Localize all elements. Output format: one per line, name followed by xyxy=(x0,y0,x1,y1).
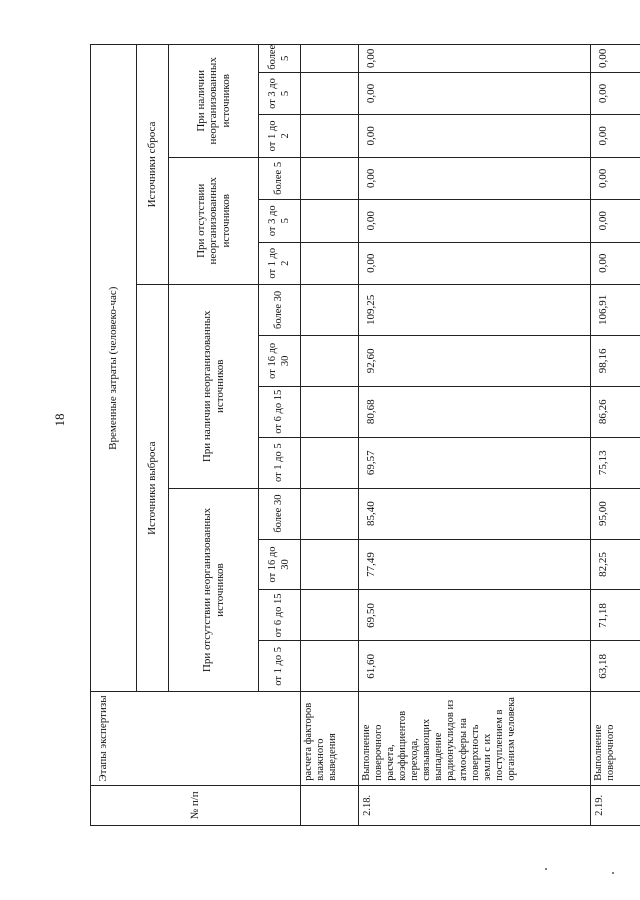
range-emission-3: от 16 до 30 xyxy=(259,539,301,590)
table-row xyxy=(301,45,359,826)
cell xyxy=(301,72,359,114)
row-num xyxy=(301,785,359,825)
cell xyxy=(301,115,359,157)
cell: 0,00 xyxy=(359,115,591,157)
range-discharge-4: от 1 до 2 xyxy=(259,115,301,157)
cell: 71,18 xyxy=(591,590,640,641)
page-number: 18 xyxy=(52,413,67,427)
cell xyxy=(301,242,359,284)
cell: 92,60 xyxy=(359,335,591,386)
cell xyxy=(301,488,359,539)
cell xyxy=(301,335,359,386)
cell xyxy=(301,45,359,73)
cell xyxy=(301,157,359,199)
cell xyxy=(301,539,359,590)
time-costs-table xyxy=(90,44,640,826)
range-emission-7: от 16 до 30 xyxy=(259,335,301,386)
cell: 95,00 xyxy=(591,488,640,539)
cell xyxy=(301,437,359,488)
cell: 86,26 xyxy=(591,386,640,437)
header-discharge-no-unorg: При отсутствии неорганизованных источников xyxy=(169,157,259,284)
cell: 109,25 xyxy=(359,284,591,335)
table-row xyxy=(359,45,591,826)
header-emission-no-unorg: При отсутствии неорганизованных источников xyxy=(169,488,259,692)
scan-speck xyxy=(545,868,547,870)
header-discharge-sources: Источники сброса xyxy=(137,45,169,285)
cell: 0,00 xyxy=(591,45,640,73)
cell: 0,00 xyxy=(591,72,640,114)
cell: 0,00 xyxy=(591,200,640,242)
cell: 106,91 xyxy=(591,284,640,335)
cell: 0,00 xyxy=(359,157,591,199)
cell: 77,49 xyxy=(359,539,591,590)
range-discharge-2: от 3 до 5 xyxy=(259,200,301,242)
range-emission-6: от 6 до 15 xyxy=(259,386,301,437)
range-emission-4: более 30 xyxy=(259,488,301,539)
row-num: 2.19. xyxy=(591,785,640,825)
cell: 75,13 xyxy=(591,437,640,488)
cell xyxy=(301,284,359,335)
row-stage: Выполнение поверочного xyxy=(591,692,640,785)
header-time-costs: Временные затраты (человеко-час) xyxy=(91,45,137,692)
rotated-table-wrapper xyxy=(90,44,617,826)
cell: 0,00 xyxy=(359,242,591,284)
cell: 0,00 xyxy=(591,157,640,199)
header-emission-sources: Источники выброса xyxy=(137,284,169,691)
cell: 0,00 xyxy=(359,45,591,73)
cell xyxy=(301,641,359,692)
row-stage: Выполнение поверочного расчета, коэффициентов перехода, связывающих выпадение радионуклидов из атмосферы на поверхность земли с их поступлением в организм человека xyxy=(359,692,591,785)
range-emission-5: от 1 до 5 xyxy=(259,437,301,488)
cell xyxy=(301,590,359,641)
cell: 0,00 xyxy=(359,200,591,242)
scan-speck xyxy=(612,872,614,874)
range-emission-1: от 1 до 5 xyxy=(259,641,301,692)
cell: 0,00 xyxy=(591,115,640,157)
header-emission-with-unorg: При наличии неорганизованных источников xyxy=(169,284,259,488)
row-stage: расчета факторов влажного выведения xyxy=(301,692,359,785)
range-emission-8: более 30 xyxy=(259,284,301,335)
cell: 0,00 xyxy=(591,242,640,284)
header-num: № п/п xyxy=(91,785,301,825)
cell: 0,00 xyxy=(359,72,591,114)
table-row xyxy=(591,45,640,826)
range-discharge-6: более 5 xyxy=(259,45,301,73)
cell: 85,40 xyxy=(359,488,591,539)
cell: 69,57 xyxy=(359,437,591,488)
cell: 98,16 xyxy=(591,335,640,386)
header-discharge-with-unorg: При наличии неорганизованных источников xyxy=(169,45,259,158)
cell: 80,68 xyxy=(359,386,591,437)
range-emission-2: от 6 до 15 xyxy=(259,590,301,641)
range-discharge-1: от 1 до 2 xyxy=(259,242,301,284)
cell: 69,50 xyxy=(359,590,591,641)
range-discharge-3: более 5 xyxy=(259,157,301,199)
cell xyxy=(301,386,359,437)
header-stage: Этапы экспертизы xyxy=(91,692,301,785)
range-discharge-5: от 3 до 5 xyxy=(259,72,301,114)
cell: 63,18 xyxy=(591,641,640,692)
row-num: 2.18. xyxy=(359,785,591,825)
cell xyxy=(301,200,359,242)
cell: 61,60 xyxy=(359,641,591,692)
cell: 82,25 xyxy=(591,539,640,590)
